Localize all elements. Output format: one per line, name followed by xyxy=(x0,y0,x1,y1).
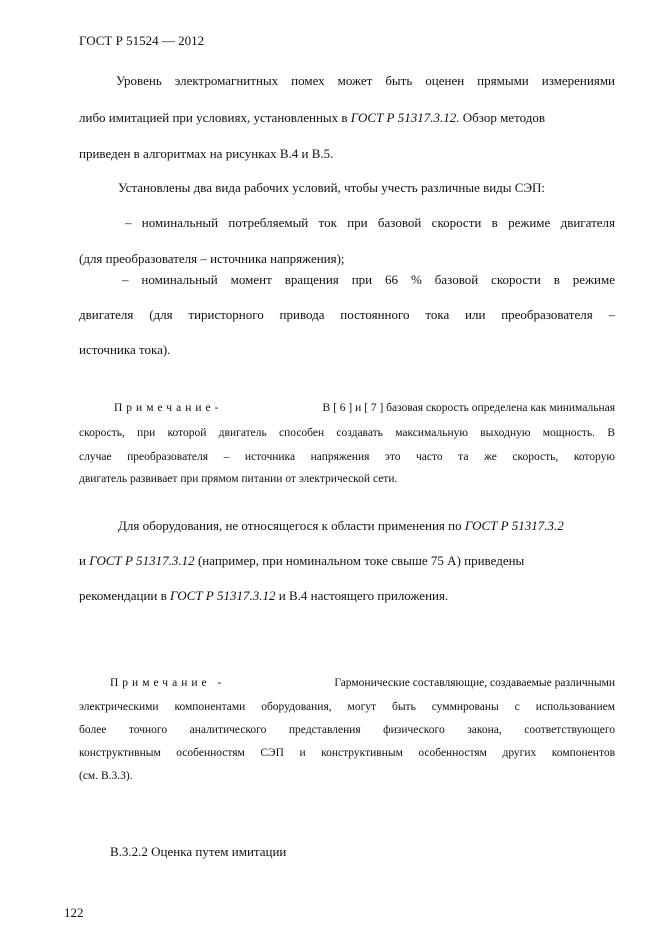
para1-line1: Уровень электромагнитных помех может быть оценен прямыми измерениями xyxy=(116,73,615,88)
para3-line1-text: Для оборудования, не относящегося к области применения по xyxy=(118,518,465,533)
standard-reference: ГОСТ Р 51317.3.2 xyxy=(464,518,564,533)
para2-intro: Установлены два вида рабочих условий, чтобы учесть различные виды СЭП: xyxy=(118,180,546,195)
list-item-1-line1: – номинальный потребляемый ток при базовой скорости в режиме двигателя xyxy=(125,215,615,230)
para3-line2-text: (например, при номинальном токе свыше 75 А) приведены xyxy=(194,553,525,568)
note2-line1 xyxy=(110,675,615,691)
para3-line3-text: и В.4 настоящего приложения. xyxy=(275,588,449,603)
note2-line4: конструктивным особенностям СЭП и конструктивным особенностям других компонентов xyxy=(79,747,615,759)
standard-reference: ГОСТ Р 51317.3.12 xyxy=(170,588,276,603)
note1-line1-text: В [ 6 ] и [ 7 ] базовая скорость определена как минимальная xyxy=(322,402,615,414)
para1-line2-end: Обзор методов xyxy=(459,110,545,125)
list-item-2-line2: двигателя (для тиристорного привода постоянного тока или преобразователя – xyxy=(79,307,615,322)
note2-line2: электрическими компонентами оборудования, могут быть суммированы с использованием xyxy=(79,701,615,713)
note-label: Примечание - xyxy=(110,677,226,689)
note2-line3: более точного аналитического представления физического закона, соответствующего xyxy=(79,724,615,736)
standard-reference: ГОСТ Р 51317.3.12. xyxy=(350,110,460,125)
para3-line2-start: и xyxy=(79,553,90,568)
list-item-2-line1: – номинальный момент вращения при 66 % базовой скорости в режиме xyxy=(122,272,615,287)
note-label: Примечание- xyxy=(114,402,223,414)
para3-line1 xyxy=(118,518,615,534)
note2-line5: (см. В.3.3). xyxy=(79,770,133,782)
para1-line2 xyxy=(79,110,615,126)
para3-line3 xyxy=(79,588,615,604)
standard-reference: ГОСТ Р 51317.3.12 xyxy=(89,553,195,568)
page-header-standard: ГОСТ Р 51524 — 2012 xyxy=(79,33,205,48)
section-heading: В.3.2.2 Оценка путем имитации xyxy=(110,844,287,859)
para3-line2 xyxy=(79,553,615,569)
page-number: 122 xyxy=(64,905,84,920)
list-item-1-line2: (для преобразователя – источника напряжения); xyxy=(79,251,345,266)
para1-line2-text: либо имитацией при условиях, установленных в xyxy=(79,110,351,125)
note1-line1 xyxy=(114,400,615,416)
note1-line4: двигатель развивает при прямом питании от электрической сети. xyxy=(79,473,398,485)
list-item-2-line3: источника тока). xyxy=(79,342,171,357)
note1-line3: случае преобразователя – источника напряжения это часто та же скорость, которую xyxy=(79,451,615,463)
para3-line3-start: рекомендации в xyxy=(79,588,171,603)
note1-line2: скорость, при которой двигатель способен создавать максимальную выходную мощность. В xyxy=(79,427,615,439)
note2-line1-text: Гармонические составляющие, создаваемые различными xyxy=(334,677,615,689)
para1-line3: приведен в алгоритмах на рисунках В.4 и В.5. xyxy=(79,146,334,161)
